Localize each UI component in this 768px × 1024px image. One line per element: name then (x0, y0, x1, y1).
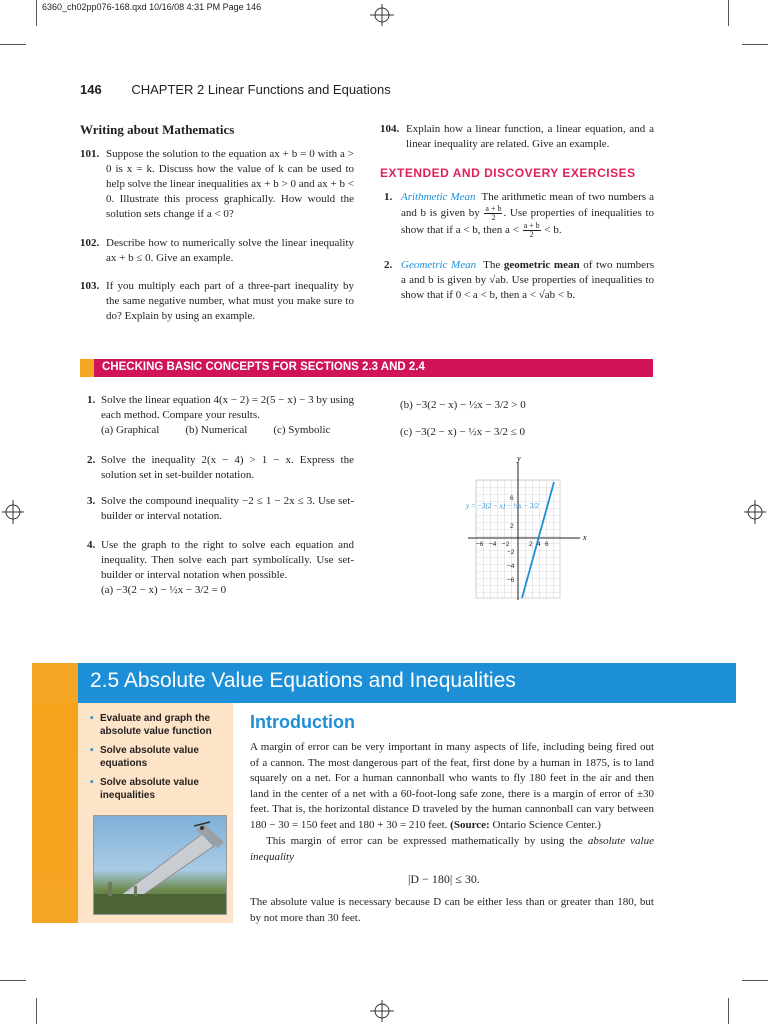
display-equation: |D − 180| ≤ 30. (408, 872, 480, 886)
intro-paragraph-2: This margin of error can be expressed mathematically by using the absolute value inequality (250, 835, 654, 863)
extended-item-2: 2. Geometric Mean The geometric mean of two numbers a and b is given by √ab. Use properties of inequalities to show that if 0 < a < b, then a < √ab < b. (384, 259, 655, 301)
sidebar-accent (32, 703, 78, 923)
section-title: 2.5 Absolute Value Equations and Inequalities (90, 669, 516, 692)
exercise-103: 103. If you multiply each part of a three-part inequality by the same negative number, what must you make sure to do? Explain by using an example. (80, 280, 354, 322)
fraction: $\frac{a + b}{2}$ (523, 221, 540, 239)
crop-mark (0, 980, 26, 981)
y-tick: 2 (510, 523, 514, 530)
registration-mark-icon (370, 1000, 394, 1022)
x-tick: 2 (529, 541, 533, 548)
section-banner (32, 663, 736, 703)
writing-heading: Writing about Mathematics (80, 122, 235, 137)
x-tick: 6 (545, 541, 549, 548)
crop-mark (742, 44, 768, 45)
exercise-104: 104. Explain how a linear function, a linear equation, and a linear inequality are related. Give an example. (380, 123, 654, 150)
check-item-1: 1. Solve the linear equation 4(x − 2) = 2(5 − x) − 3 by using each method. Compare your results. (a) Graphical (b) Numerical (c) Symbolic (87, 394, 354, 436)
check-item-4a: (a) −3(2 − x) − ½x − 3/2 = 0 (101, 584, 227, 596)
extended-item-1: 1. Arithmetic Mean The arithmetic mean of two numbers a and b is given by $\frac{a + b}{2}$ . Use properties of inequalities to show that if a < b, then a < $\frac{a + b}{2}$ < b. (384, 191, 654, 239)
crop-mark (742, 980, 768, 981)
y-tick: −2 (507, 549, 515, 556)
crop-mark (728, 998, 729, 1024)
banner-accent (32, 663, 78, 703)
chapter-title: CHAPTER 2 Linear Functions and Equations (131, 82, 391, 97)
y-tick: −6 (507, 577, 515, 584)
running-head (80, 82, 391, 97)
intro-paragraph-1: A margin of error can be very important in many aspects of life, including being fired out of a cannon. The most dangerous part of the feat, first done by a human in 1875, is to land squarely on a net. For a human cannonball who wants to fly 180 feet in the air and then land in the center of a net with a 60-foot-long safe zone, there is a margin of error of ±30 feet. That is, the horizontal distance D traveled by the human cannonball can vary between 180 − 30 = 150 feet and 180 + 30 = 210 feet. (Source: Ontario Science Center.) (250, 741, 654, 831)
exercise-102: 102. Describe how to numerically solve the linear inequality ax + b ≤ 0. Give an example. (80, 237, 354, 264)
checking-banner: CHECKING BASIC CONCEPTS FOR SECTIONS 2.3 AND 2.4 (80, 359, 653, 377)
x-tick: −4 (489, 541, 497, 548)
intro-paragraph-3: The absolute value is necessary because D can be either less than or greater than 180, but by not more than 30 feet. (250, 896, 654, 924)
exercise-101: 101. Suppose the solution to the equation ax + b = 0 with a > 0 is x = k. Discuss how the value of k can be used to help solve the linear inequalities ax + b > 0 and ax + b < 0. Illustrate this process graphically. How would the solution sets change if a < 0? (80, 148, 354, 220)
line-graph (462, 452, 602, 602)
x-tick: −6 (476, 541, 484, 548)
extended-heading: EXTENDED AND DISCOVERY EXERCISES (380, 166, 636, 180)
objective-item: • Evaluate and graph the absolute value function (90, 713, 212, 737)
objective-item: • Solve absolute value inequalities (90, 777, 199, 801)
x-tick: −2 (502, 541, 510, 548)
intro-heading: Introduction (250, 712, 355, 732)
page-number: 146 (80, 82, 102, 97)
registration-mark-icon (2, 500, 24, 524)
check-item-4c: (c) −3(2 − x) − ½x − 3/2 ≤ 0 (400, 426, 525, 438)
check-item-2: 2. Solve the inequality 2(x − 4) > 1 − x. Express the solution set in set-builder notation. (87, 454, 354, 481)
method-numerical: (b) Numerical (185, 424, 248, 436)
cannon-illustration (94, 816, 226, 914)
registration-mark-icon (370, 4, 394, 26)
check-item-4b: (b) −3(2 − x) − ½x − 3/2 > 0 (400, 399, 526, 411)
y-axis-label: y (517, 454, 521, 463)
crop-mark (36, 0, 37, 26)
y-tick: −4 (507, 563, 515, 570)
objective-item: • Solve absolute value equations (90, 745, 199, 769)
fraction: $\frac{a + b}{2}$ (485, 204, 502, 222)
method-symbolic: (c) Symbolic (273, 424, 331, 436)
y-tick: 6 (510, 495, 514, 502)
x-axis-label: x (583, 533, 587, 542)
graph-equation-label: y = −3(2 − x) − ½x − 3/2 (466, 502, 539, 510)
x-tick: 4 (537, 541, 541, 548)
banner-accent (80, 359, 94, 377)
check-item-4: 4. Use the graph to the right to solve each equation and inequality. Then solve each part symbolically. Use set-builder or interval notation when possible. (a) −3(2 − x) − ½x − 3/2 = 0 (87, 539, 354, 596)
method-graphical: (a) Graphical (101, 424, 160, 436)
registration-mark-icon (744, 500, 766, 524)
crop-mark (728, 0, 729, 26)
crop-mark (0, 44, 26, 45)
check-item-3: 3. Solve the compound inequality −2 ≤ 1 − 2x ≤ 3. Use set-builder or interval notation. (87, 495, 354, 522)
cannon-photo (93, 815, 227, 915)
crop-mark (36, 998, 37, 1024)
print-slug: 6360_ch02pp076-168.qxd 10/16/08 4:31 PM Page 146 (42, 2, 262, 12)
